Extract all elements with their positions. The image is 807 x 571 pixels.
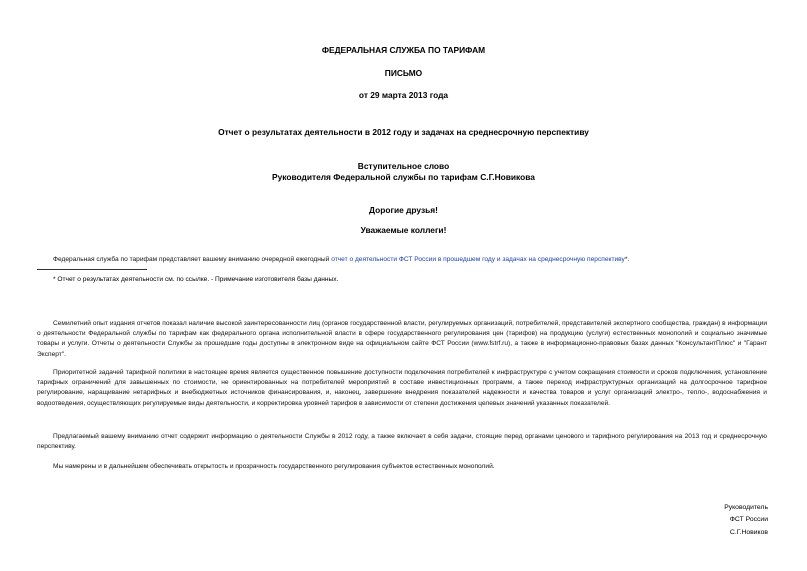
- signature-agency: ФСТ России: [729, 516, 768, 524]
- document-title: Отчет о результатах деятельности в 2012 году и задачах на среднесрочную перспективу: [218, 127, 589, 137]
- signature-name: С.Г.Новиков: [729, 528, 768, 536]
- intro-heading: Вступительное слово: [357, 161, 450, 171]
- agency-heading: ФЕДЕРАЛЬНАЯ СЛУЖБА ПО ТАРИФАМ: [321, 45, 486, 55]
- paragraph-experience: Семилетний опыт издания отчетов показал наличие высокой заинтересованности лиц (органов государственной власти, регулируемых организаций, потребителей, представителей экспертного сообщества, граждан) в информации о деятельности Федеральной службы по тарифам как федерального органа исполнительной власти в сфере государственного регулирования цен (тарифов) на продукцию (услуги) естественных монополий и социально значимые товары и услуги. Отчеты о деятельности Службы за прошедшие годы доступны в электронном виде на официальном сайте ФСТ России (www.fstrf.ru), а также в информационно-правовых базах данных "КонсультантПлюс" и "Гарант Эксперт".: [37, 320, 767, 358]
- paragraph-priorities: Приоритетной задачей тарифной политики в настоящее время является существенное повышение доступности подключения потребителей к инфраструктуре с учетом сокращения стоимости и сроков подключения, установление тарифных ограничений для завышенных по стоимости, не ориентированных на потребителей мероприятий в составе инвестиционных программ, а также переход инфраструктурных организаций на долгосрочное тарифное регулирование, наращивание нетарифных и внебюджетных источников финансирования, и, наконец, завершение внедрения показателей надежности и качества товаров и услуг организаций электро-, тепло-, водоснабжения и водоотведения, осуществляющих регулируемые виды деятельности, и корректировка уровней тарифов в зависимости от степени достижения целевых значений указанных показателей.: [37, 369, 767, 407]
- paragraph-report-content: Предлагаемый вашему вниманию отчет содержит информацию о деятельности Службы в 2012 году, а также включает в себя задачи, стоящие перед органами ценового и тарифного регулирования на 2013 год и среднесрочную перспективу.: [37, 433, 767, 451]
- paragraph-intro-text: Федеральная служба по тарифам представляет вашему вниманию очередной ежегодный: [53, 256, 332, 263]
- footnote-divider: [37, 269, 147, 270]
- report-link[interactable]: отчет о деятельности ФСТ России в прошедшем году и задачах на среднесрочную перспективу: [331, 256, 625, 263]
- intro-author: Руководителя Федеральной службы по тарифам С.Г.Новикова: [272, 172, 535, 182]
- document-type: ПИСЬМО: [384, 68, 423, 78]
- greeting-colleagues: Уважаемые коллеги!: [360, 225, 447, 235]
- greeting-friends: Дорогие друзья!: [369, 205, 438, 215]
- footnote: * Отчет о результатах деятельности см. по ссылке. - Примечание изготовителя базы данных.: [53, 276, 339, 283]
- footnote-marker: *.: [624, 256, 630, 263]
- signature-block: [724, 502, 768, 539]
- document-date: от 29 марта 2013 года: [358, 90, 449, 100]
- paragraph-transparency: Мы намерены и в дальнейшем обеспечивать открытость и прозрачность государственного регулирования субъектов естественных монополий.: [53, 463, 495, 470]
- signature-position: Руководитель: [724, 504, 768, 511]
- paragraph-intro: [37, 255, 767, 265]
